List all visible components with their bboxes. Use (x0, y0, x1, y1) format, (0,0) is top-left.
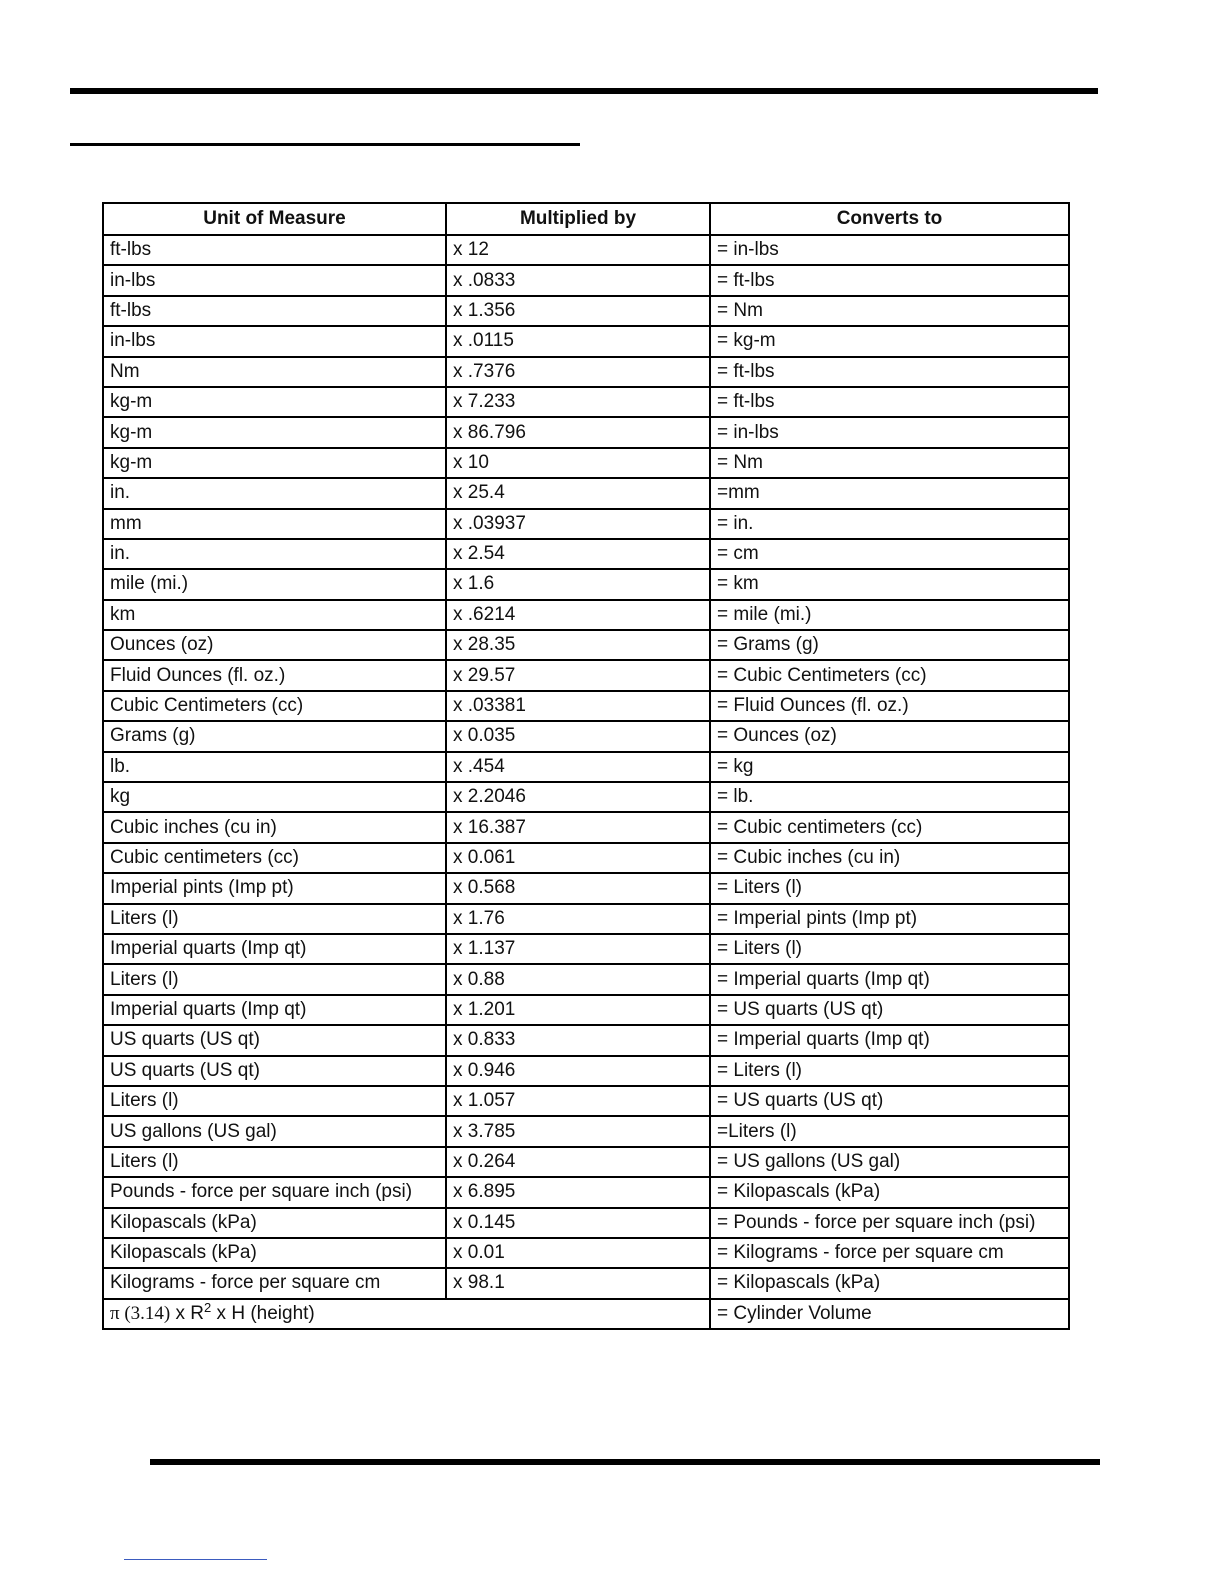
factor-cell: x 2.54 (446, 539, 710, 569)
result-cell: = in. (710, 509, 1069, 539)
table-row (103, 235, 1069, 265)
result-cell: = Liters (l) (710, 873, 1069, 903)
unit-cell: lb. (103, 752, 446, 782)
table-row (103, 509, 1069, 539)
factor-cell: x 0.946 (446, 1056, 710, 1086)
unit-cell: kg (103, 782, 446, 812)
table-row (103, 1025, 1069, 1055)
formula-row (103, 1299, 1069, 1329)
pi-value: π (3.14) (110, 1302, 171, 1324)
result-cell: = Imperial quarts (Imp qt) (710, 1025, 1069, 1055)
table-row (103, 843, 1069, 873)
footer-rule (150, 1459, 1100, 1465)
result-cell: = ft-lbs (710, 387, 1069, 417)
table-row (103, 782, 1069, 812)
factor-cell: x .454 (446, 752, 710, 782)
result-cell: = Kilopascals (kPa) (710, 1268, 1069, 1298)
table-header-row (103, 203, 1069, 235)
table-row (103, 721, 1069, 751)
result-cell: = cm (710, 539, 1069, 569)
factor-cell: x 3.785 (446, 1116, 710, 1146)
factor-cell: x 10 (446, 448, 710, 478)
table-row (103, 1056, 1069, 1086)
table-row (103, 539, 1069, 569)
table-row (103, 448, 1069, 478)
result-cell: = in-lbs (710, 417, 1069, 447)
conversion-table (102, 202, 1070, 1330)
factor-cell: x 0.01 (446, 1238, 710, 1268)
unit-cell: Liters (l) (103, 904, 446, 934)
unit-cell: US quarts (US qt) (103, 1056, 446, 1086)
factor-cell: x 29.57 (446, 660, 710, 690)
footer-link-underline (124, 1559, 267, 1560)
result-cell: = km (710, 569, 1069, 599)
table-row (103, 1147, 1069, 1177)
result-cell: = Pounds - force per square inch (psi) (710, 1208, 1069, 1238)
unit-cell: US quarts (US qt) (103, 1025, 446, 1055)
factor-cell: x 1.76 (446, 904, 710, 934)
cylinder-volume-result: = Cylinder Volume (710, 1299, 1069, 1329)
factor-cell: x 1.6 (446, 569, 710, 599)
factor-cell: x .7376 (446, 357, 710, 387)
table-row (103, 964, 1069, 994)
factor-cell: x 98.1 (446, 1268, 710, 1298)
result-cell: = US quarts (US qt) (710, 995, 1069, 1025)
result-cell: = ft-lbs (710, 357, 1069, 387)
unit-cell: Imperial quarts (Imp qt) (103, 995, 446, 1025)
result-cell: = Liters (l) (710, 934, 1069, 964)
factor-cell: x .0115 (446, 326, 710, 356)
formula-height: x H (height) (211, 1302, 315, 1324)
unit-cell: Liters (l) (103, 964, 446, 994)
table-row (103, 1268, 1069, 1298)
unit-cell: Nm (103, 357, 446, 387)
result-cell: = Cubic centimeters (cc) (710, 812, 1069, 842)
factor-cell: x 86.796 (446, 417, 710, 447)
table-row (103, 1086, 1069, 1116)
factor-cell: x 1.057 (446, 1086, 710, 1116)
cylinder-formula (103, 1299, 710, 1329)
result-cell: =Liters (l) (710, 1116, 1069, 1146)
result-cell: = kg (710, 752, 1069, 782)
factor-cell: x 12 (446, 235, 710, 265)
factor-cell: x 1.137 (446, 934, 710, 964)
result-cell: = ft-lbs (710, 265, 1069, 295)
unit-cell: Ounces (oz) (103, 630, 446, 660)
unit-cell: km (103, 600, 446, 630)
factor-cell: x 7.233 (446, 387, 710, 417)
result-cell: = Nm (710, 296, 1069, 326)
result-cell: = US gallons (US gal) (710, 1147, 1069, 1177)
factor-cell: x .0833 (446, 265, 710, 295)
header-unit-of-measure: Unit of Measure (103, 203, 446, 235)
unit-cell: kg-m (103, 417, 446, 447)
result-cell: = US quarts (US qt) (710, 1086, 1069, 1116)
result-cell: = in-lbs (710, 235, 1069, 265)
factor-cell: x 0.833 (446, 1025, 710, 1055)
unit-cell: kg-m (103, 448, 446, 478)
table-row (103, 569, 1069, 599)
factor-cell: x 1.201 (446, 995, 710, 1025)
table-row (103, 752, 1069, 782)
unit-cell: Cubic Centimeters (cc) (103, 691, 446, 721)
unit-cell: in. (103, 539, 446, 569)
result-cell: = Kilograms - force per square cm (710, 1238, 1069, 1268)
unit-cell: Kilopascals (kPa) (103, 1208, 446, 1238)
formula-exponent: 2 (204, 1299, 212, 1315)
unit-cell: Cubic inches (cu in) (103, 812, 446, 842)
factor-cell: x 0.061 (446, 843, 710, 873)
table-row (103, 660, 1069, 690)
table-row (103, 934, 1069, 964)
table-row (103, 1238, 1069, 1268)
unit-cell: mile (mi.) (103, 569, 446, 599)
unit-cell: in-lbs (103, 326, 446, 356)
unit-cell: ft-lbs (103, 235, 446, 265)
unit-cell: Kilograms - force per square cm (103, 1268, 446, 1298)
table-row (103, 387, 1069, 417)
factor-cell: x 0.568 (446, 873, 710, 903)
table-row (103, 478, 1069, 508)
header-rule (70, 88, 1098, 94)
factor-cell: x 1.356 (446, 296, 710, 326)
result-cell: = lb. (710, 782, 1069, 812)
factor-cell: x 0.035 (446, 721, 710, 751)
result-cell: = Liters (l) (710, 1056, 1069, 1086)
table-row (103, 904, 1069, 934)
unit-cell: Fluid Ounces (fl. oz.) (103, 660, 446, 690)
unit-cell: ft-lbs (103, 296, 446, 326)
factor-cell: x 0.145 (446, 1208, 710, 1238)
table-row (103, 812, 1069, 842)
result-cell: = Grams (g) (710, 630, 1069, 660)
unit-cell: in-lbs (103, 265, 446, 295)
unit-cell: Pounds - force per square inch (psi) (103, 1177, 446, 1207)
unit-cell: Liters (l) (103, 1086, 446, 1116)
result-cell: = kg-m (710, 326, 1069, 356)
factor-cell: x .03937 (446, 509, 710, 539)
factor-cell: x 0.264 (446, 1147, 710, 1177)
table-row (103, 417, 1069, 447)
formula-radius: x R (170, 1302, 205, 1324)
unit-cell: in. (103, 478, 446, 508)
table-row (103, 691, 1069, 721)
result-cell: = mile (mi.) (710, 600, 1069, 630)
unit-cell: Grams (g) (103, 721, 446, 751)
result-cell: =mm (710, 478, 1069, 508)
result-cell: = Ounces (oz) (710, 721, 1069, 751)
factor-cell: x 16.387 (446, 812, 710, 842)
factor-cell: x 2.2046 (446, 782, 710, 812)
factor-cell: x 28.35 (446, 630, 710, 660)
factor-cell: x .6214 (446, 600, 710, 630)
factor-cell: x 25.4 (446, 478, 710, 508)
result-cell: = Kilopascals (kPa) (710, 1177, 1069, 1207)
unit-cell: Imperial quarts (Imp qt) (103, 934, 446, 964)
result-cell: = Imperial quarts (Imp qt) (710, 964, 1069, 994)
unit-cell: Liters (l) (103, 1147, 446, 1177)
unit-cell: kg-m (103, 387, 446, 417)
result-cell: = Imperial pints (Imp pt) (710, 904, 1069, 934)
table-row (103, 630, 1069, 660)
table-row (103, 600, 1069, 630)
title-underline (70, 143, 580, 146)
table-row (103, 357, 1069, 387)
table-row (103, 1208, 1069, 1238)
unit-cell: US gallons (US gal) (103, 1116, 446, 1146)
table-row (103, 296, 1069, 326)
table-row (103, 995, 1069, 1025)
header-converts-to: Converts to (710, 203, 1069, 235)
table-row (103, 326, 1069, 356)
unit-cell: Kilopascals (kPa) (103, 1238, 446, 1268)
result-cell: = Cubic Centimeters (cc) (710, 660, 1069, 690)
table-row (103, 265, 1069, 295)
result-cell: = Fluid Ounces (fl. oz.) (710, 691, 1069, 721)
table-row (103, 1177, 1069, 1207)
table-row (103, 1116, 1069, 1146)
factor-cell: x 6.895 (446, 1177, 710, 1207)
factor-cell: x .03381 (446, 691, 710, 721)
result-cell: = Nm (710, 448, 1069, 478)
unit-cell: mm (103, 509, 446, 539)
unit-cell: Imperial pints (Imp pt) (103, 873, 446, 903)
header-multiplied-by: Multiplied by (446, 203, 710, 235)
table-row (103, 873, 1069, 903)
result-cell: = Cubic inches (cu in) (710, 843, 1069, 873)
factor-cell: x 0.88 (446, 964, 710, 994)
unit-cell: Cubic centimeters (cc) (103, 843, 446, 873)
